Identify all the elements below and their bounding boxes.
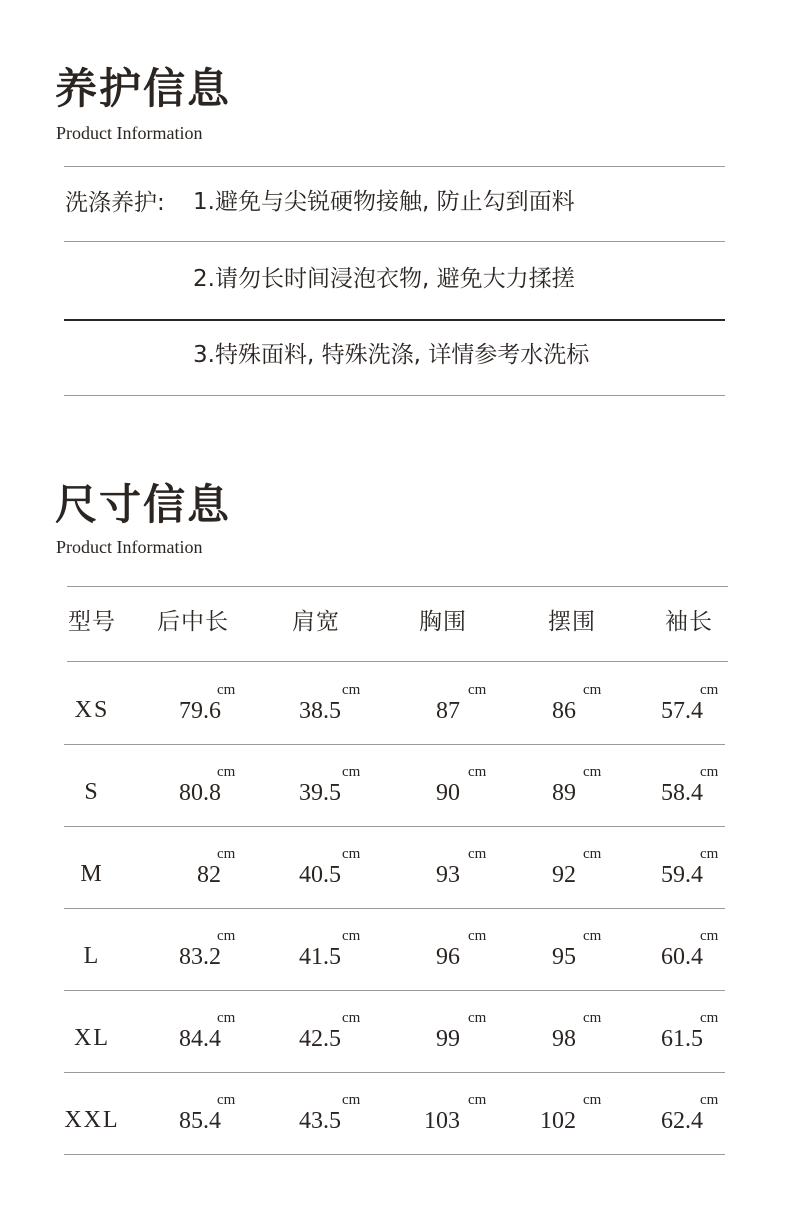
size-cell: XL [74,1025,110,1051]
value-cell: 92 [552,862,576,888]
unit-label: cm [342,928,361,944]
unit-label: cm [342,764,361,780]
unit-label: cm [468,1010,487,1026]
value-cell: 79.6 [179,698,221,724]
value-cell: 41.5 [299,944,341,970]
header-cell: 摆围 [548,609,596,635]
unit-label: cm [583,764,602,780]
value-cell: 59.4 [661,862,703,888]
unit-label: cm [700,682,719,698]
unit-label: cm [217,682,236,698]
size-cell: XS [74,697,110,723]
value-cell: 87 [436,698,460,724]
size-section-subtitle: Product Information [56,537,203,557]
unit-label: cm [583,1092,602,1108]
value-cell: 95 [552,944,576,970]
value-cell: 96 [436,944,460,970]
value-cell: 58.4 [661,780,703,806]
care-item: 1.避免与尖锐硬物接触, 防止勾到面料 [193,189,575,215]
care-label: 洗涤养护: [65,190,165,216]
unit-label: cm [217,846,236,862]
unit-label: cm [468,846,487,862]
unit-label: cm [583,682,602,698]
unit-label: cm [217,1010,236,1026]
unit-label: cm [217,1092,236,1108]
unit-label: cm [700,1092,719,1108]
care-item: 2.请勿长时间浸泡衣物, 避免大力揉搓 [193,266,575,292]
unit-label: cm [583,928,602,944]
value-cell: 98 [552,1026,576,1052]
value-cell: 86 [552,698,576,724]
value-cell: 102 [540,1108,576,1134]
size-cell: XXL [64,1107,120,1133]
unit-label: cm [468,764,487,780]
value-cell: 40.5 [299,862,341,888]
value-cell: 83.2 [179,944,221,970]
unit-label: cm [342,1092,361,1108]
size-section-title: 尺寸信息 [55,480,232,529]
value-cell: 43.5 [299,1108,341,1134]
unit-label: cm [342,1010,361,1026]
unit-label: cm [468,928,487,944]
value-cell: 80.8 [179,780,221,806]
divider [64,241,725,242]
divider [64,990,725,991]
divider [64,1154,725,1155]
divider [64,1072,725,1073]
unit-label: cm [468,682,487,698]
unit-label: cm [700,846,719,862]
value-cell: 42.5 [299,1026,341,1052]
care-section-title: 养护信息 [55,64,232,113]
unit-label: cm [468,1092,487,1108]
value-cell: 99 [436,1026,460,1052]
header-cell: 后中长 [157,609,229,635]
header-cell: 型号 [68,609,116,635]
value-cell: 93 [436,862,460,888]
divider [64,319,725,321]
value-cell: 103 [424,1108,460,1134]
unit-label: cm [700,764,719,780]
value-cell: 38.5 [299,698,341,724]
divider [64,826,725,827]
header-cell: 胸围 [419,609,467,635]
divider [64,166,725,167]
unit-label: cm [583,846,602,862]
value-cell: 61.5 [661,1026,703,1052]
value-cell: 90 [436,780,460,806]
value-cell: 82 [197,862,221,888]
value-cell: 60.4 [661,944,703,970]
value-cell: 89 [552,780,576,806]
value-cell: 62.4 [661,1108,703,1134]
unit-label: cm [583,1010,602,1026]
unit-label: cm [700,928,719,944]
divider [64,395,725,396]
divider [64,744,725,745]
divider [64,908,725,909]
value-cell: 39.5 [299,780,341,806]
unit-label: cm [217,764,236,780]
care-item: 3.特殊面料, 特殊洗涤, 详情参考水洗标 [193,342,590,368]
header-cell: 袖长 [665,609,713,635]
unit-label: cm [342,682,361,698]
value-cell: 57.4 [661,698,703,724]
unit-label: cm [217,928,236,944]
unit-label: cm [342,846,361,862]
unit-label: cm [700,1010,719,1026]
header-cell: 肩宽 [292,609,340,635]
value-cell: 84.4 [179,1026,221,1052]
table-top-rule [67,586,728,587]
size-cell: M [80,861,104,887]
size-cell: L [83,943,101,969]
divider [67,661,728,662]
size-cell: S [84,779,100,805]
care-section-subtitle: Product Information [56,123,203,143]
value-cell: 85.4 [179,1108,221,1134]
